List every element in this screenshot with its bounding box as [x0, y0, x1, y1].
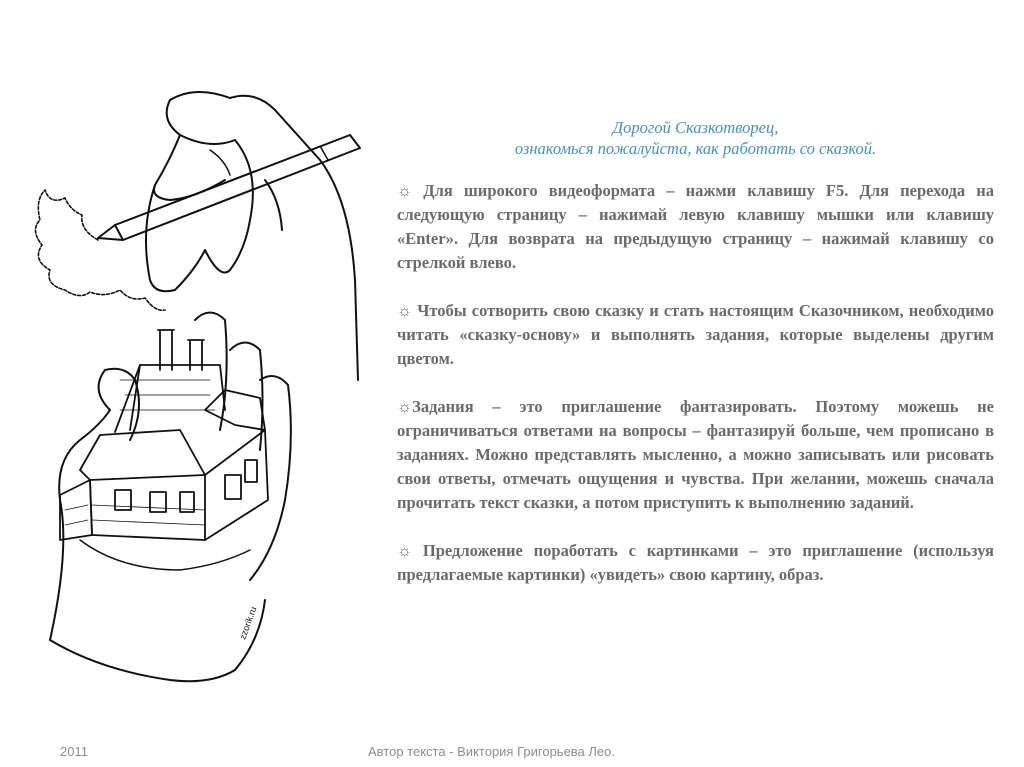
hand-drawing-house-icon — [20, 80, 370, 685]
signature: zzorik.ru — [237, 605, 259, 641]
footer-author: Автор текста - Виктория Григорьева Лео. — [368, 744, 616, 759]
greeting-line-1: Дорогой Сказкотворец, — [612, 118, 779, 137]
greeting — [397, 117, 994, 159]
hand-house-illustration — [20, 80, 370, 685]
greeting-line-2: ознакомься пожалуйста, как работать со сказкой. — [514, 139, 877, 158]
paragraph-pictures: ☼ Предложение поработать с картинками – это приглашение (используя предлагаемые картинки) «увидеть» свою картину, образ. — [397, 541, 994, 584]
instructions-text — [397, 117, 994, 611]
paragraph-video-format: ☼ Для широкого видеоформата – нажми клавишу F5. Для перехода на следующую страницу – нажимай левую клавишу мышки или клавишу «Enter». Для возврата на предыдущую страницу – нажимай клавишу со стрелкой влево. — [397, 181, 994, 272]
footer-year: 2011 — [60, 744, 88, 759]
paragraph-tasks: ☼Задания – это приглашение фантазировать. Поэтому можешь не ограничиваться ответами на вопросы – фантазируй больше, чем прописано в заданиях. Можно представлять мысленно, а можно записывать или рисовать свои ответы, отмечать ощущения и чувства. При желании, можешь сначала прочитать текст сказки, а потом приступить к выполнению заданий. — [397, 397, 994, 512]
paragraph-create-tale: ☼ Чтобы сотворить свою сказку и стать настоящим Сказочником, необходимо читать «сказку-основу» и выполнять задания, которые выделены другим цветом. — [397, 301, 994, 368]
